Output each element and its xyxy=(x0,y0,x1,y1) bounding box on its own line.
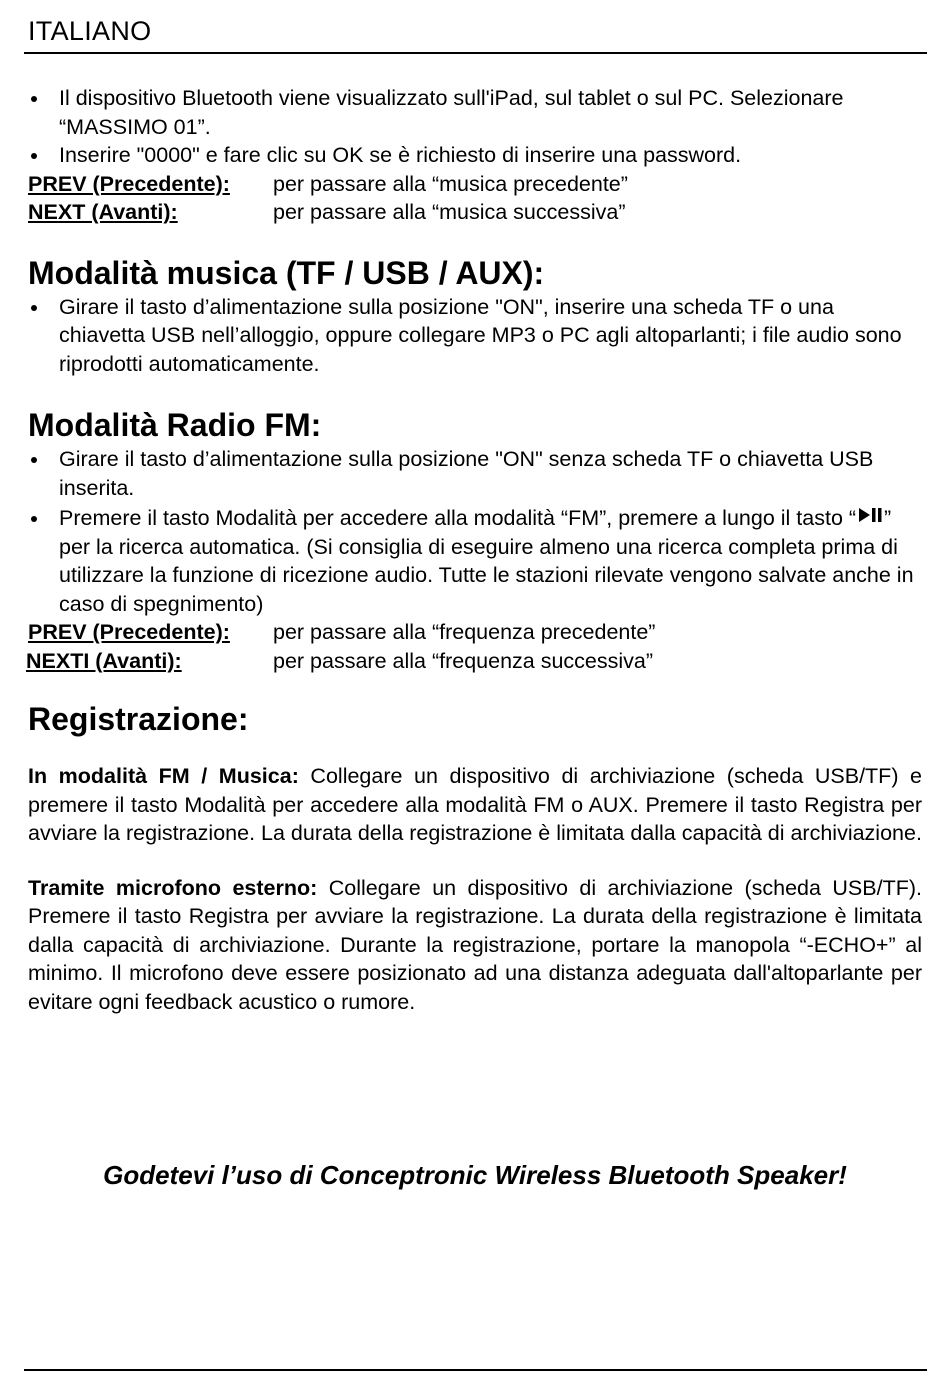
control-desc: per passare alla “musica precedente” xyxy=(273,171,628,196)
page-content xyxy=(28,84,922,1016)
list-item: Girare il tasto d’alimentazione sulla posizione "ON", inserire una scheda TF o una chiavetta USB nell’alloggio, oppure collegare MP3 o PC agli altoparlanti; i file audio sono riprodotti automaticamente. xyxy=(28,293,922,379)
page-header xyxy=(24,14,927,54)
control-desc: per passare alla “frequenza successiva” xyxy=(273,648,654,673)
closing-line: Godetevi l’uso di Conceptronic Wireless Bluetooth Speaker! xyxy=(103,1160,847,1190)
list-item: Inserire "0000" e fare clic su OK se è richiesto di inserire una password. xyxy=(28,141,922,170)
control-key: PREV (Precedente): xyxy=(28,620,230,644)
language-heading: ITALIANO xyxy=(28,16,152,46)
bullet-icon xyxy=(31,457,37,463)
control-desc: per passare alla “musica successiva” xyxy=(273,200,626,224)
footer-rule xyxy=(24,1369,927,1371)
control-desc: per passare alla “frequenza precedente” xyxy=(273,620,656,644)
control-row-next-music xyxy=(28,198,922,227)
play-pause-icon xyxy=(856,507,884,523)
control-key: NEXTI (Avanti): xyxy=(26,648,182,673)
control-key: PREV (Precedente): xyxy=(28,171,230,196)
music-mode-list xyxy=(28,293,922,379)
list-item: Girare il tasto d’alimentazione sulla posizione "ON" senza scheda TF o chiavetta USB inserita. xyxy=(28,445,922,502)
bullet-icon xyxy=(31,96,37,102)
list-item: Premere il tasto Modalità per accedere alla modalità “FM”, premere a lungo il tasto “ ” per la ricerca automatica. (Si consiglia di eseguire almeno una ricerca completa prima di utilizzare la funzione di ricezione audio. Tutte le stazioni rilevate vengono salvate anche in caso di spegnimento) xyxy=(28,504,922,618)
recording-external-mic-paragraph: Tramite microfono esterno: Collegare un dispositivo di archiviazione (scheda USB/TF). Premere il tasto Registra per avviare la registrazione. La durata della registrazione è limitata dalla capacità di archiviazione. Durante la registrazione, portare la manopola “-ECHO+” al minimo. Il microfono deve essere posizionato ad una distanza adeguata dall'altoparlante per evitare ogni feedback acustico o rumore. xyxy=(28,875,922,1014)
recording-fm-music-paragraph: In modalità FM / Musica: Collegare un dispositivo di archiviazione (scheda USB/TF) e premere il tasto Modalità per accedere alla modalità FM o AUX. Premere il tasto Registra per avviare la registrazione. La durata della registrazione è limitata dalla capacità di archiviazione. xyxy=(28,764,922,845)
control-row-next-frequency xyxy=(28,647,922,676)
radio-mode-list xyxy=(28,445,922,618)
control-row-prev-music xyxy=(28,170,922,199)
radio-mode-heading: Modalità Radio FM: xyxy=(28,407,322,443)
music-mode-heading: Modalità musica (TF / USB / AUX): xyxy=(28,254,545,291)
pairing-list xyxy=(28,84,922,170)
control-row-prev-frequency xyxy=(28,618,922,647)
paragraph-label: Tramite microfono esterno: xyxy=(28,875,318,900)
bullet-icon xyxy=(31,516,37,522)
bullet-icon xyxy=(31,305,37,311)
recording-heading: Registrazione: xyxy=(28,701,249,737)
list-item: Il dispositivo Bluetooth viene visualizzato sull'iPad, sul tablet o sul PC. Selezionare “MASSIMO 01”. xyxy=(28,84,922,141)
control-key: NEXT (Avanti): xyxy=(28,200,178,224)
bullet-icon xyxy=(31,153,37,159)
paragraph-label: In modalità FM / Musica: xyxy=(28,764,299,788)
